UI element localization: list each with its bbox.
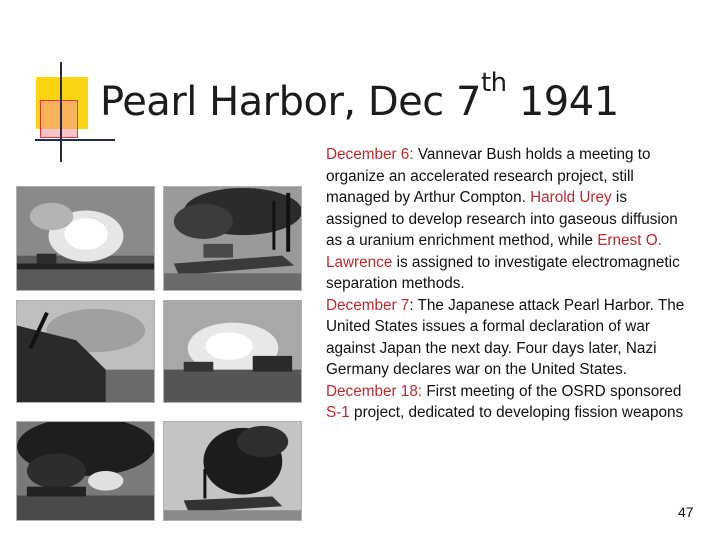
date-dec-6: December 6: [326,146,414,163]
explosion-photo [16,186,155,291]
capsized-ship-photo [16,300,155,403]
ship-smoke-column-photo [163,421,302,521]
title-prefix: Pearl Harbor, Dec 7 [100,79,481,125]
title-suffix: 1941 [506,79,619,125]
para3-text-b: project, dedicated to developing fission weapons [349,404,684,421]
accent-square-red [40,100,78,138]
slide-title [100,68,619,128]
para1-text-b: is assigned to develop research into gaseous diffusion as a uranium enrichment method, while [326,189,678,249]
para2-text-a: : The Japanese attack Pearl Harbor. The United States issues a formal declaration of war against Japan the next day. Four days later, Nazi Germany declares war on the United States. [326,296,685,378]
para3-text-a: First meeting of the OSRD sponsored [422,382,682,400]
para1-text-a: Vannevar Bush holds a meeting to organize an accelerated research project, still managed by Arthur Compton. [326,146,651,206]
name-harold-urey: Harold Urey [530,189,612,206]
page-number: 47 [678,504,694,520]
title-superscript: th [480,68,507,98]
battleship-smoke-photo [163,186,302,291]
burning-ships-photo [16,421,155,521]
accent-horizontal-line [35,139,115,141]
para1-text-c: is assigned to investigate electromagnetic separation methods. [326,253,680,292]
slide-body [326,144,686,424]
project-s1: S-1 [326,404,350,421]
date-dec-18: December 18: [326,382,423,400]
name-ernest-lawrence: Ernest O. Lawrence [326,232,662,271]
accent-vertical-line [60,62,62,162]
harbor-explosion-photo [163,300,302,403]
date-dec-7: December 7 [326,296,410,314]
